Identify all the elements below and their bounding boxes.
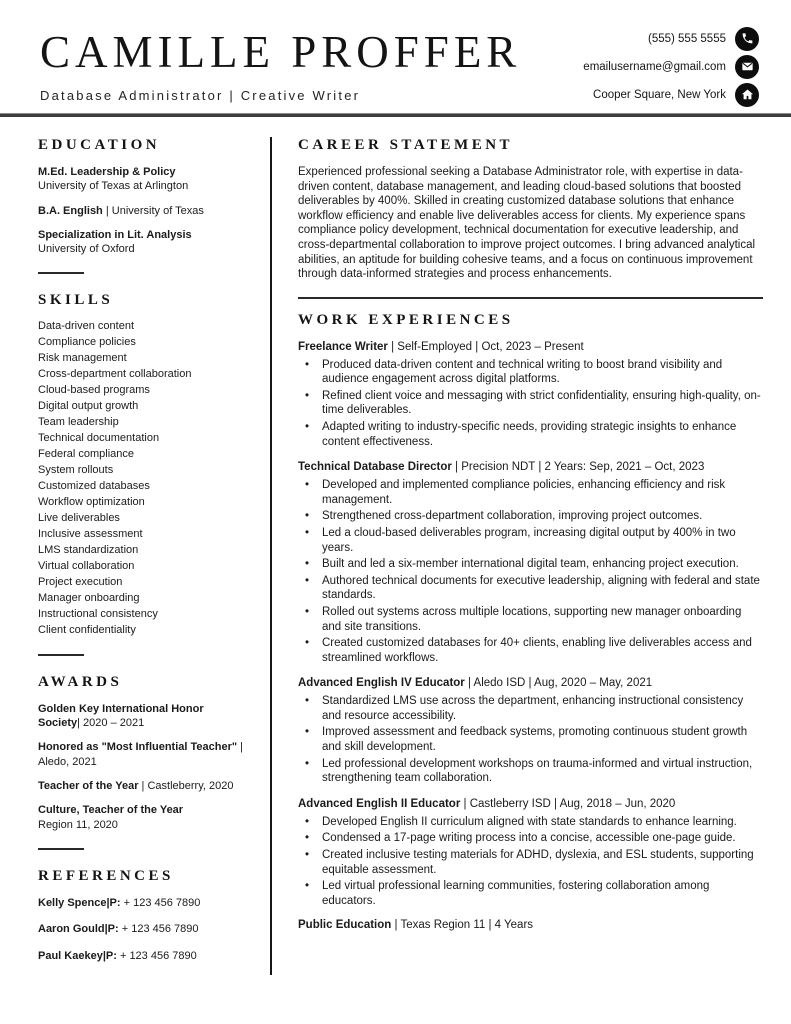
- section-divider: [298, 297, 763, 299]
- skill-item: Customized databases: [38, 480, 150, 493]
- awards-section: [38, 674, 246, 832]
- skill-item: Cloud-based programs: [38, 384, 150, 397]
- public-education-meta: | Texas Region 11 | 4 Years: [391, 919, 534, 932]
- degree-school: University of Texas at Arlington: [38, 180, 189, 193]
- reference-phone-label: |P:: [106, 896, 121, 909]
- person-name: CAMILLE PROFFER: [40, 27, 522, 77]
- section-divider: [38, 654, 84, 656]
- award-item: [38, 803, 246, 832]
- award-item: [38, 702, 246, 731]
- skill-item: Cross-department collaboration: [38, 368, 192, 381]
- job-meta: | Aledo ISD | Aug, 2020 – May, 2021: [464, 677, 653, 690]
- skill-item: Inclusive assessment: [38, 528, 143, 541]
- job-bullet-list: [298, 358, 763, 450]
- job-heading: [298, 340, 763, 355]
- skill-item: Workflow optimization: [38, 496, 145, 509]
- public-education-line: [298, 919, 763, 931]
- job-bullet: • Standardized LMS use across the department, enhancing instructional consistency and resource accessibility.: [298, 694, 763, 723]
- job-bullet: • Authored technical documents for executive leadership, aligning with federal and state standards.: [298, 574, 763, 603]
- job-heading: [298, 460, 763, 475]
- job-bullet: • Built and led a six-member international digital team, enhancing project execution.: [298, 557, 763, 572]
- skill-item: Manager onboarding: [38, 592, 140, 605]
- location-text: Cooper Square, New York: [593, 88, 726, 101]
- job-meta: | Castleberry ISD | Aug, 2018 – Jun, 2020: [460, 797, 676, 810]
- job-bullet: • Strengthened cross-department collaboration, improving project outcomes.: [298, 509, 763, 524]
- degree-title: B.A. English: [38, 204, 103, 217]
- job-heading: [298, 676, 763, 691]
- job-title: Advanced English IV Educator: [298, 677, 465, 690]
- degree-school: | University of Texas: [102, 204, 204, 217]
- job-bullet: • Developed English II curriculum aligned with state standards to enhance learning.: [298, 815, 763, 830]
- skill-item: LMS standardization: [38, 544, 139, 557]
- career-statement-body: Experienced professional seeking a Database Administrator role, with expertise in data-driven content, database management, and leading cloud-based solutions that boosted deliverables by 400%. Skilled in creating customized database solutions that enhance workflow efficiency and enable live deliverables access for clients. My experience spans compliance policy development, technical documentation for executive leadership, and cross-departmental collaboration to improve project outcomes. I bring advanced analytical abilities, an aptitude for building cohesive teams, and a focus on continuous improvement through data-informed strategies and process enhancements.: [298, 166, 756, 281]
- header-identity: [40, 24, 521, 103]
- main-column: [270, 137, 763, 975]
- job-bullet: • Created inclusive testing materials for ADHD, dyslexia, and ESL students, supporting equitable assessment.: [298, 848, 763, 877]
- job-title: Freelance Writer: [298, 340, 388, 353]
- sidebar-column: [38, 137, 270, 975]
- skill-item: Live deliverables: [38, 512, 120, 525]
- skill-item: Digital output growth: [38, 400, 139, 413]
- skill-item: Data-driven content: [38, 320, 134, 333]
- award-detail: Region 11, 2020: [38, 818, 118, 831]
- skills-section: [38, 292, 246, 637]
- career-statement-section: [298, 137, 763, 282]
- job-bullet: • Adapted writing to industry-specific needs, providing strategic insights to enhance content effectiveness.: [298, 420, 763, 449]
- award-detail: | Castleberry, 2020: [138, 780, 234, 793]
- contact-phone-row: [583, 26, 759, 51]
- education-section: [38, 137, 246, 256]
- reference-name: Kelly Spence: [38, 896, 107, 909]
- skill-item: System rollouts: [38, 464, 114, 477]
- awards-heading: AWARDS: [38, 673, 123, 690]
- reference-phone-label: |P:: [104, 923, 119, 936]
- work-experiences-heading: WORK EXPERIENCES: [298, 311, 514, 328]
- award-detail: | 2020 – 2021: [77, 717, 145, 730]
- reference-name: Aaron Gould: [38, 923, 105, 936]
- award-item: [38, 740, 246, 769]
- references-heading: REFERENCES: [38, 867, 174, 884]
- skill-item: Project execution: [38, 576, 123, 589]
- contact-block: [583, 26, 759, 107]
- references-section: [38, 868, 246, 963]
- job-bullet: • Produced data-driven content and technical writing to boost brand visibility and audience engagement across digital platforms.: [298, 358, 763, 387]
- reference-item: [38, 949, 246, 963]
- public-education-title: Public Education: [298, 919, 392, 932]
- award-title: Teacher of the Year: [38, 780, 139, 793]
- award-title: Golden Key International Honor Society: [38, 702, 204, 730]
- email-address: emailusername@gmail.com: [583, 60, 726, 73]
- education-heading: EDUCATION: [38, 137, 161, 153]
- award-title: Culture, Teacher of the Year: [38, 804, 184, 817]
- reference-item: [38, 896, 246, 910]
- career-statement-heading: CAREER STATEMENT: [298, 137, 514, 153]
- section-divider: [38, 848, 84, 850]
- header: [0, 0, 791, 113]
- award-title: Honored as "Most Influential Teacher": [38, 741, 238, 754]
- job-bullet-list: [298, 694, 763, 786]
- email-icon: [735, 55, 759, 79]
- skill-item: Client confidentiality: [38, 624, 136, 637]
- job-bullet: • Created customized databases for 40+ clients, enabling live deliverables access and streamlined workflows.: [298, 636, 763, 665]
- skill-item: Instructional consistency: [38, 608, 158, 621]
- skill-item: Federal compliance: [38, 448, 134, 461]
- job-bullet-list: [298, 478, 763, 665]
- work-experiences-section: [298, 312, 763, 932]
- job-title: Technical Database Director: [298, 461, 452, 474]
- job-bullet-list: [298, 815, 763, 909]
- job-bullet: • Condensed a 17-page writing process into a concise, accessible one-page guide.: [298, 831, 763, 846]
- skill-item: Risk management: [38, 352, 127, 365]
- reference-phone: + 123 456 7890: [116, 949, 197, 962]
- skill-item: Technical documentation: [38, 432, 160, 445]
- degree-title: Specialization in Lit. Analysis: [38, 228, 192, 241]
- job-meta: | Precision NDT | 2 Years: Sep, 2021 – Oct, 2023: [451, 461, 705, 474]
- reference-item: [38, 922, 246, 936]
- skill-item: Virtual collaboration: [38, 560, 135, 573]
- phone-icon: [735, 27, 759, 51]
- job-bullet: • Developed and implemented compliance policies, enhancing efficiency and risk management.: [298, 478, 763, 507]
- education-item: [38, 228, 246, 257]
- job-meta: | Self-Employed | Oct, 2023 – Present: [387, 340, 584, 353]
- reference-phone: + 123 456 7890: [118, 923, 199, 936]
- tagline: Database Administrator | Creative Writer: [40, 88, 361, 103]
- job-title: Advanced English II Educator: [298, 797, 461, 810]
- education-item: [38, 165, 246, 194]
- reference-phone-label: |P:: [102, 949, 117, 962]
- phone-number: (555) 555 5555: [647, 32, 726, 45]
- skill-item: Compliance policies: [38, 336, 136, 349]
- section-divider: [38, 272, 84, 274]
- job-bullet: • Led a cloud-based deliverables program, increasing digital output by 400% in two years.: [298, 526, 763, 555]
- job-heading: [298, 797, 763, 812]
- education-item: [38, 204, 246, 218]
- award-detail: | Aledo, 2021: [38, 741, 244, 768]
- degree-title: M.Ed. Leadership & Policy: [38, 166, 176, 178]
- job-bullet: • Refined client voice and messaging with strict confidentiality, ensuring high-quality, on-time deliverables.: [298, 389, 763, 418]
- job-bullet: • Led virtual professional learning communities, fostering collaboration among educators.: [298, 879, 763, 908]
- skill-item: Team leadership: [38, 416, 119, 429]
- content-columns: [0, 117, 791, 999]
- job-bullet: • Led professional development workshops on trauma-informed and virtual instruction, strengthening team collaboration.: [298, 757, 763, 786]
- skills-list: [38, 320, 246, 637]
- contact-location-row: [583, 82, 759, 107]
- skills-heading: SKILLS: [38, 292, 114, 309]
- job-bullet: • Improved assessment and feedback systems, promoting continuous student growth and skill development.: [298, 725, 763, 754]
- reference-phone: + 123 456 7890: [120, 896, 201, 909]
- award-item: [38, 779, 246, 793]
- contact-email-row: [583, 54, 759, 79]
- reference-name: Paul Kaekey: [38, 949, 103, 962]
- degree-school: University of Oxford: [38, 243, 135, 256]
- home-icon: [735, 83, 759, 107]
- job-bullet: • Rolled out systems across multiple locations, supporting new manager onboarding and site transitions.: [298, 605, 763, 634]
